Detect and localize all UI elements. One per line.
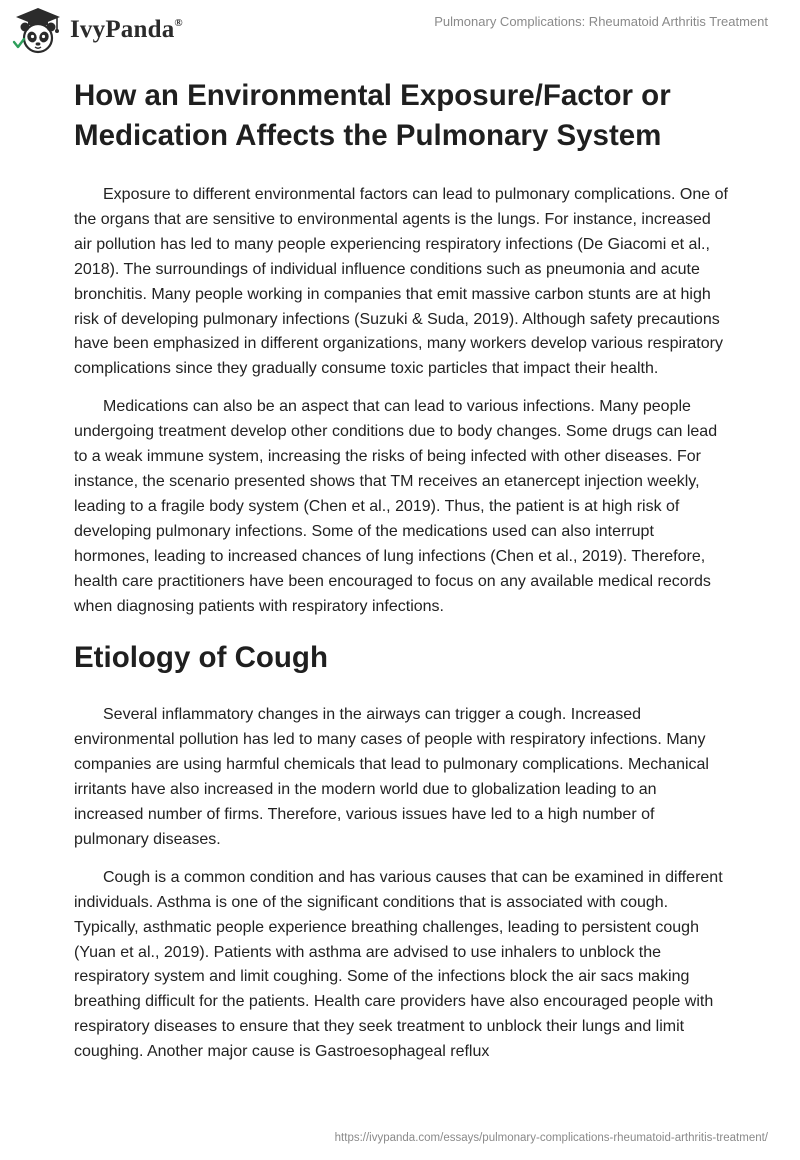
- paragraph: Exposure to different environmental factors can lead to pulmonary complications. One of the organs that are sensitive to environmental agents is the lungs. For instance, increased air pollution has led to many people experiencing respiratory infections (De Giacomi et al., 2018). The surroundings of individual influence conditions such as pneumonia and acute bronchitis. Many people working in companies that emit massive carbon stunts are at high risk of developing pulmonary infections (Suzuki & Suda, 2019). Although safety precautions have been emphasized in different organizations, many workers develop various respiratory complications since they gradually consume toxic particles that impact their health.: [74, 186, 728, 378]
- section-heading-pulmonary-system: How an Environmental Exposure/Factor or Medication Affects the Pulmonary System: [74, 79, 671, 152]
- running-title: Pulmonary Complications: Rheumatoid Arthritis Treatment: [434, 14, 768, 29]
- paragraph: Cough is a common condition and has various causes that can be examined in different individuals. Asthma is one of the significant conditions that is associated with cough. Typically, asthmatic people experience breathing challenges, leading to persistent cough (Yuan et al., 2019). Patients with asthma are advised to use inhalers to unblock the respiratory system and limit coughing. Some of the infections block the air sacs making breathing difficult for the patients. Health care providers have also encouraged people with respiratory diseases to ensure that they seek treatment to unblock their lungs and limit coughing. Another major cause is Gastroesophageal reflux: [74, 868, 723, 1061]
- registered-mark: ®: [174, 16, 183, 29]
- brand-logo[interactable]: [12, 6, 183, 54]
- section-heading-etiology-of-cough: Etiology of Cough: [74, 641, 328, 675]
- page-header: [0, 0, 800, 60]
- paragraph: Several inflammatory changes in the airways can trigger a cough. Increased environmental pollution has led to many cases of people with respiratory infections. Many companies are using harmful chemicals that lead to pulmonary complications. Mechanical irritants have also increased in the modern world due to globalization leading to an increased number of firms. Therefore, various issues have led to a high number of pulmonary diseases.: [74, 706, 709, 848]
- source-url[interactable]: https://ivypanda.com/essays/pulmonary-complications-rheumatoid-arthritis-treatment/: [334, 1132, 768, 1144]
- brand-name: IvyPanda®: [70, 16, 183, 43]
- panda-graduate-icon: [12, 6, 64, 54]
- article-body: [74, 68, 728, 1065]
- paragraph: Medications can also be an aspect that can lead to various infections. Many people undergoing treatment develop other conditions due to body changes. Some drugs can lead to a weak immune system, increasing the risks of being infected with other diseases. For instance, the scenario presented shows that TM receives an etanercept injection weekly, leading to a fragile body system (Chen et al., 2019). Thus, the patient is at high risk of developing pulmonary infections. Some of the medications used can also interrupt hormones, leading to increased chances of lung infections (Chen et al., 2019). Therefore, health care practitioners have been encouraged to focus on any available medical records when diagnosing patients with respiratory infections.: [74, 398, 718, 615]
